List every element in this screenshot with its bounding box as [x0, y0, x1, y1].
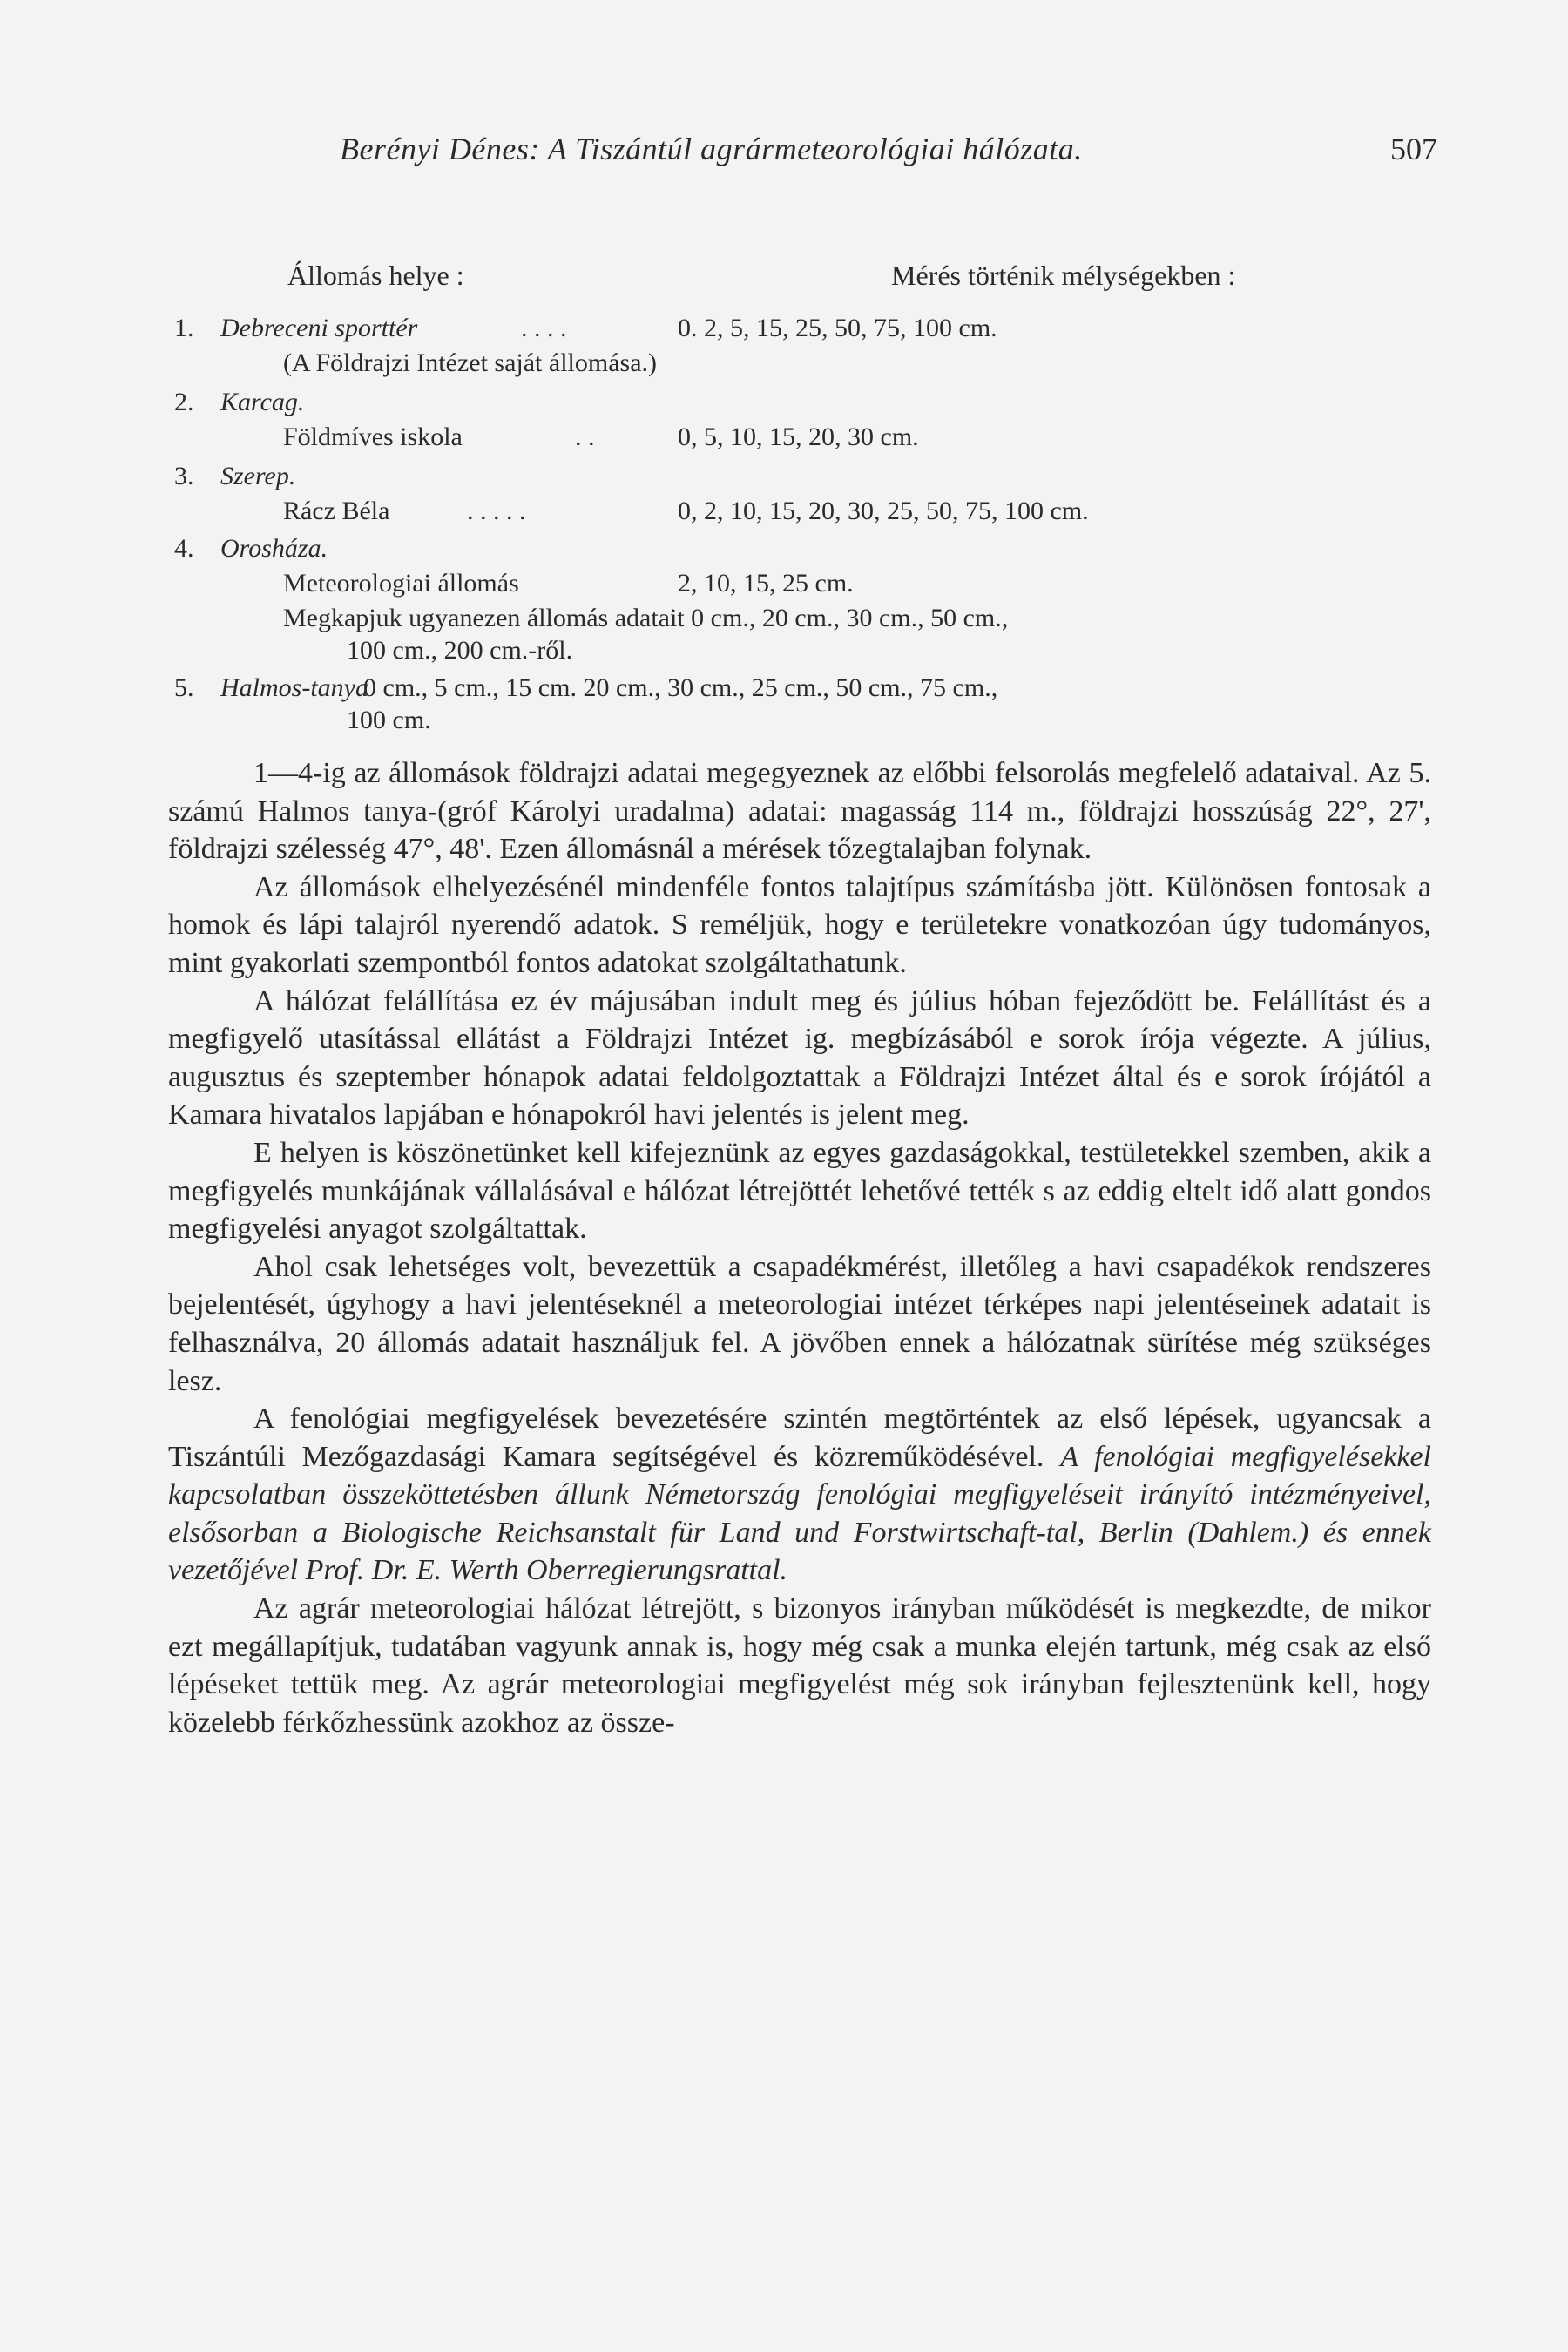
station-depths: 0. 2, 5, 15, 25, 50, 75, 100 cm.: [678, 314, 997, 342]
measurement-depth-label: Mérés történik mélységekben :: [891, 260, 1236, 291]
paragraph: Ahol csak lehetséges volt, bevezettük a csapadékmérést, illetőleg a havi csapadékok rendszeres bejelentését, úgyhogy a havi jelentéseknél a meteorologiai intézet térképes napi jelentéseinek adatait is felhasználva, 20 állomás adatait használjuk fel. A jövőben ennek a hálózatnak sürítése még szükséges lesz.: [168, 1250, 1431, 1397]
leader-dots: . .: [575, 422, 595, 451]
station-depths: 0, 5, 10, 15, 20, 30 cm.: [678, 422, 919, 451]
paragraph: Az állomások elhelyezésénél mindenféle fontos talajtípus számításba jött. Különösen fontosak a homok és lápi talajról nyerendő adatok. S reméljük, hogy e területekre vonatkozóan úgy tudományos, mint gyakorlati szempontból fontos adatokat szolgáltathatunk.: [168, 870, 1431, 979]
station-name: Karcag.: [220, 388, 305, 416]
paragraph: [168, 1400, 1431, 1590]
body-text: [168, 754, 1431, 1741]
station-depths-continued: 100 cm.: [347, 706, 431, 734]
station-subname: Földmíves iskola: [283, 422, 463, 451]
station-table-header: [0, 260, 1568, 303]
station-name: Orosháza.: [220, 534, 328, 563]
paragraph: E helyen is köszönetünket kell kifejeznünk az egyes gazdaságokkal, testületekkel szemben, akik a megfigyelés munkájának vállalásával e hálózat létrejöttét lehetővé tették s az eddig eltelt idő alatt gondos megfigyelési anyagot szolgáltattak.: [168, 1136, 1431, 1246]
station-number: 2.: [174, 388, 194, 416]
running-title: Berényi Dénes: A Tiszántúl agrármeteorológiai hálózata.: [340, 132, 1083, 166]
paragraph: 1—4-ig az állomások földrajzi adatai megegyeznek az előbbi felsorolás megfelelő adataival. Az 5. számú Halmos tanya-(gróf Károlyi uradalma) adatai: magasság 114 m., földrajzi hosszúság 22°, 27', földrajzi szélesség 47°, 48'. Ezen állomásnál a mérések tőzegtalajban folynak.: [168, 757, 1431, 866]
leader-dots: . . . .: [521, 314, 567, 342]
paragraph-text: A fenológiai megfigyelések bevezetésére szintén megtörténtek az első lépések, ugyancsak a Tiszántúli Mezőgazdasági Kamara segítségével és közreműködésével.: [168, 1402, 1431, 1473]
station-note: (A Földrajzi Intézet saját állomása.): [283, 348, 658, 377]
station-subname: Rácz Béla: [283, 497, 390, 525]
station-depths: 0 cm., 5 cm., 15 cm. 20 cm., 30 cm., 25 cm., 50 cm., 75 cm.,: [363, 673, 998, 702]
leader-dots: . . . . .: [467, 497, 526, 525]
station-name: Halmos-tanya: [220, 673, 368, 702]
station-extra-info: 100 cm., 200 cm.-ről.: [347, 636, 573, 665]
station-location-label: Állomás helye :: [287, 260, 464, 291]
italic-paragraph-text: A fenológiai megfigyelésekkel kapcsolatban összeköttetésben állunk Németország fenológiai megfigyeléseit irányító intézményeivel, elsősorban a Biologische Reichsanstalt für Land und Forstwirtschaft-tal, Berlin (Dahlem.) és ennek vezetőjével Prof. Dr. E. Werth Oberregierungsrattal.: [168, 1440, 1432, 1587]
station-subname: Meteorologiai állomás: [283, 569, 519, 598]
station-name: Debreceni sporttér: [220, 314, 418, 342]
station-depths: 0, 2, 10, 15, 20, 30, 25, 50, 75, 100 cm.: [678, 497, 1089, 525]
station-number: 5.: [174, 673, 194, 702]
page-number: 507: [1390, 132, 1437, 166]
station-number: 4.: [174, 534, 194, 563]
station-number: 1.: [174, 314, 194, 342]
station-number: 3.: [174, 462, 194, 490]
page-header: [340, 131, 1437, 174]
paragraph: A hálózat felállítása ez év májusában indult meg és július hóban fejeződött be. Felállítást és a megfigyelő utasítással ellátást a Földrajzi Intézet ig. megbízásából e sorok írója végezte. A július, augusztus és szeptember hónapok adatai feldolgoztattak a Földrajzi Intézet által és e sorok írójától a Kamara hivatalos lapjában e hónapokról havi jelentés is jelent meg.: [168, 984, 1431, 1132]
paragraph: Az agrár meteorologiai hálózat létrejött, s bizonyos irányban működését is megkezdte, de mikor ezt megállapítjuk, tudatában vagyunk annak is, hogy még csak a munka elején tartunk, még csak az első lépéseket tettük meg. Az agrár meteorologiai megfigyelést még sok irányban fejlesztenünk kell, hogy közelebb férkőzhessünk azokhoz az össze-: [168, 1592, 1431, 1739]
station-depths: 2, 10, 15, 25 cm.: [678, 569, 854, 598]
station-extra-info: Megkapjuk ugyanezen állomás adatait 0 cm., 20 cm., 30 cm., 50 cm.,: [283, 604, 1009, 632]
station-name: Szerep.: [220, 462, 296, 490]
